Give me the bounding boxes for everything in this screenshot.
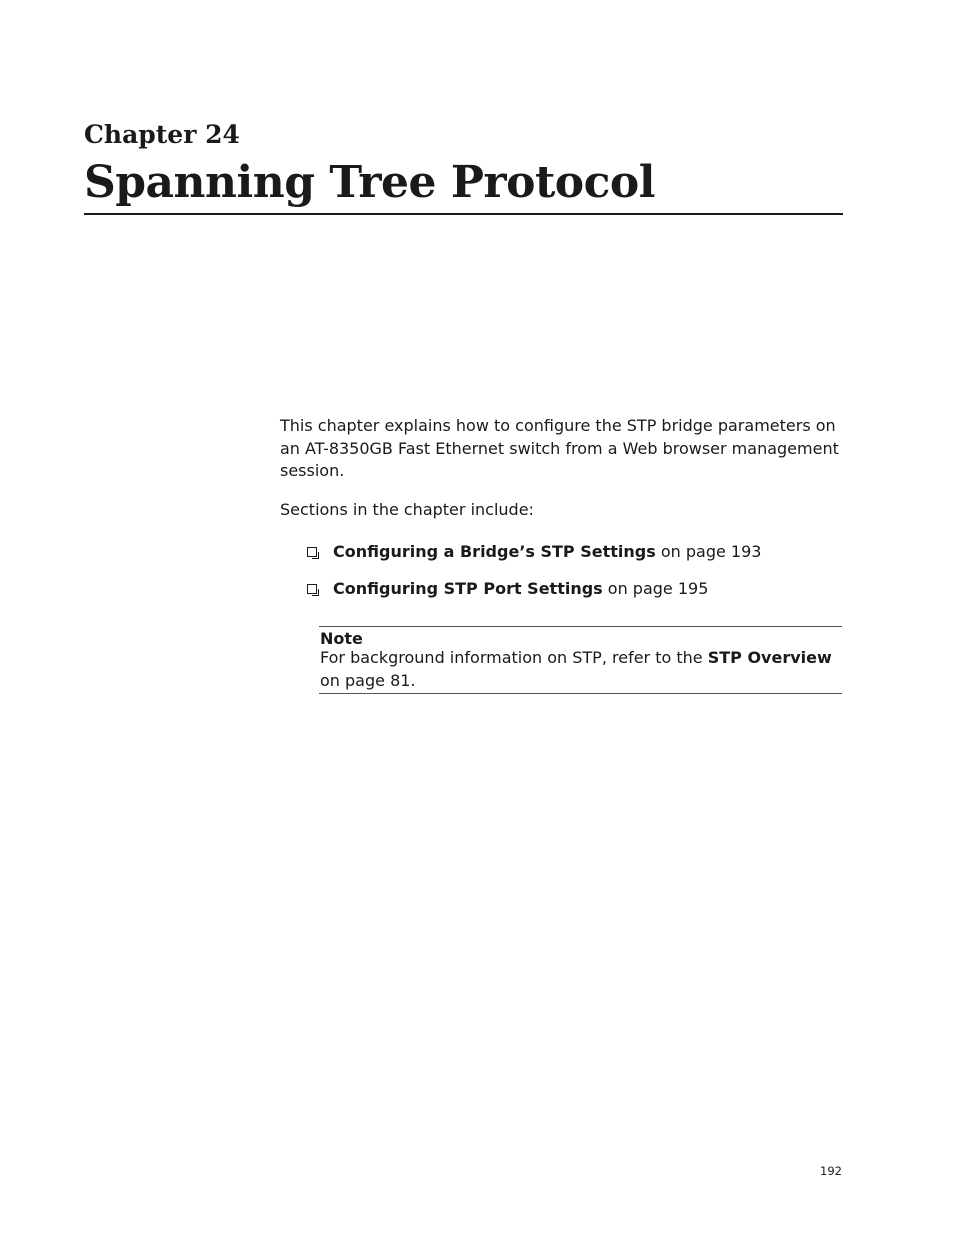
section-page-ref: on page 195	[602, 579, 709, 598]
note-text	[320, 647, 840, 692]
checkbox-bullet-icon	[307, 547, 317, 557]
note-link-stp-overview[interactable]: STP Overview	[707, 648, 832, 667]
chapter-label: Chapter 24	[84, 120, 240, 149]
sections-intro: Sections in the chapter include:	[280, 500, 534, 519]
note-text-after: on page 81.	[320, 670, 416, 690]
section-link-port-stp[interactable]: Configuring STP Port Settings	[333, 579, 603, 598]
title-divider	[84, 213, 843, 215]
section-link-bridge-stp[interactable]: Configuring a Bridge’s STP Settings	[333, 542, 656, 561]
note-box	[319, 626, 842, 694]
intro-paragraph: This chapter explains how to configure the STP bridge parameters on an AT-8350GB Fast Ethernet switch from a Web browser management session.	[280, 416, 839, 480]
section-page-ref: on page 193	[655, 542, 762, 561]
note-heading: Note	[320, 629, 363, 648]
page-number: 192	[820, 1164, 842, 1178]
list-item[interactable]	[307, 541, 842, 563]
page-title: Spanning Tree Protocol	[84, 157, 655, 208]
note-text-before: For background information on STP, refer to the	[320, 648, 708, 667]
list-item[interactable]	[307, 578, 842, 600]
checkbox-bullet-icon	[307, 584, 317, 594]
